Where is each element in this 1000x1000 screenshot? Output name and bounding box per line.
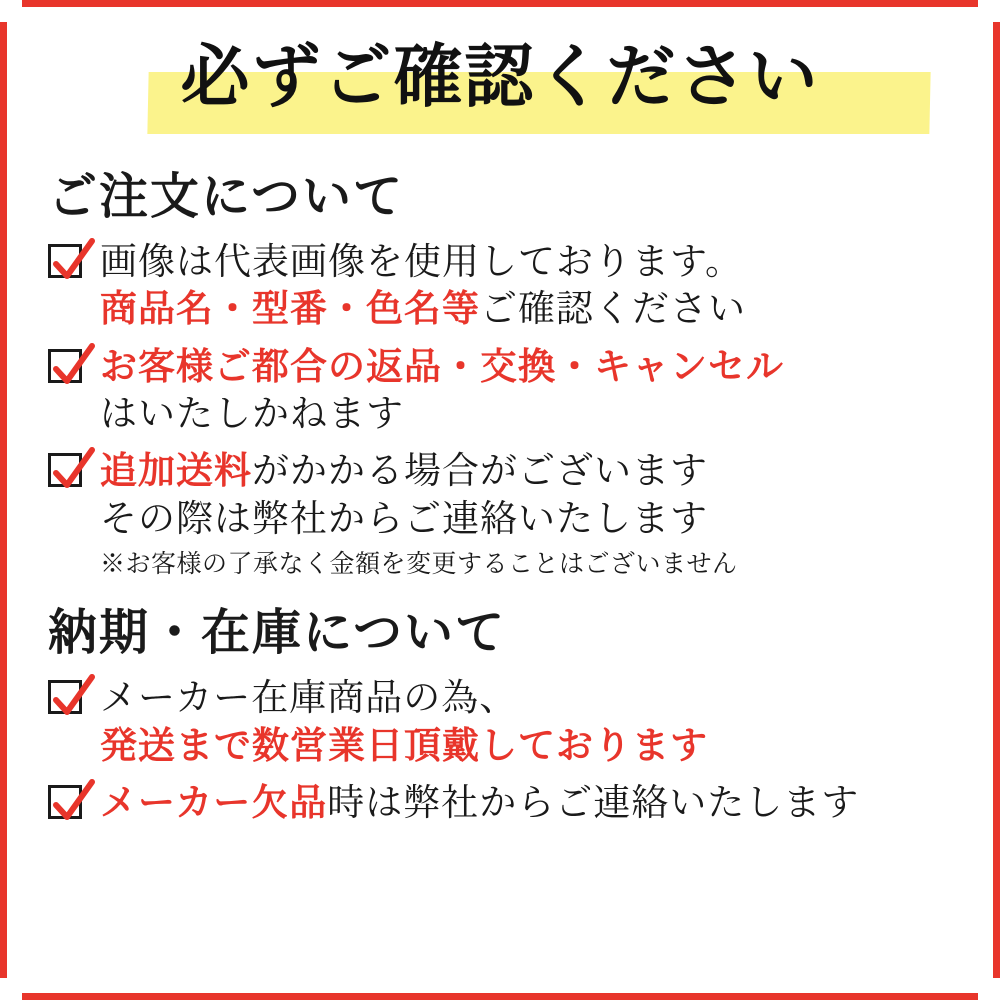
check-mark-icon [48, 680, 88, 720]
notice-line: 発送まで数営業日頂戴しております [100, 722, 708, 767]
section-orders [40, 158, 960, 580]
notice-line: その際は弊社からご連絡いたします [100, 496, 708, 540]
check-mark-icon [48, 244, 88, 284]
check-mark-icon [48, 349, 88, 389]
check-mark-icon [48, 453, 88, 493]
page-title: 必ずご確認ください [180, 36, 820, 117]
notice-line-suffix: 時は弊社からご連絡いたします [327, 780, 860, 824]
section-delivery-stock [40, 594, 960, 826]
notice-line [100, 447, 960, 494]
notice-line: メーカー在庫商品の為、 [100, 676, 518, 720]
list-item [48, 779, 960, 826]
notice-line: 画像は代表画像を使用しております。 [100, 240, 744, 283]
notice-line [100, 285, 960, 332]
notice-line [100, 779, 960, 826]
list-item [48, 238, 960, 333]
check-mark-icon [48, 785, 88, 825]
list-item-text [100, 779, 960, 826]
notice-emphasis: メーカー欠品 [100, 779, 328, 824]
notice-emphasis: 商品名・型番・色名等 [100, 286, 480, 331]
notice-line: はいたしかねます [100, 392, 404, 436]
list-item-text [100, 238, 960, 333]
list-item-text [100, 447, 960, 580]
notice-line-suffix: がかかる場合がございます [252, 449, 708, 493]
section-heading-orders: ご注文について [48, 167, 405, 225]
notice-footnote: ※お客様の了承なく金額を変更することはございません [100, 549, 738, 579]
notice-line-suffix: ご確認ください [480, 287, 746, 331]
list-item [48, 447, 960, 580]
list-item-text [100, 343, 960, 438]
list-item [48, 343, 960, 438]
list-item-text [100, 674, 960, 769]
notice-emphasis: 追加送料 [100, 448, 252, 493]
notice-line: お客様ご都合の返品・交換・キャンセル [100, 343, 784, 388]
page-title-block [40, 34, 960, 144]
list-item [48, 674, 960, 769]
section-heading-delivery-stock: 納期・在庫について [48, 603, 507, 662]
